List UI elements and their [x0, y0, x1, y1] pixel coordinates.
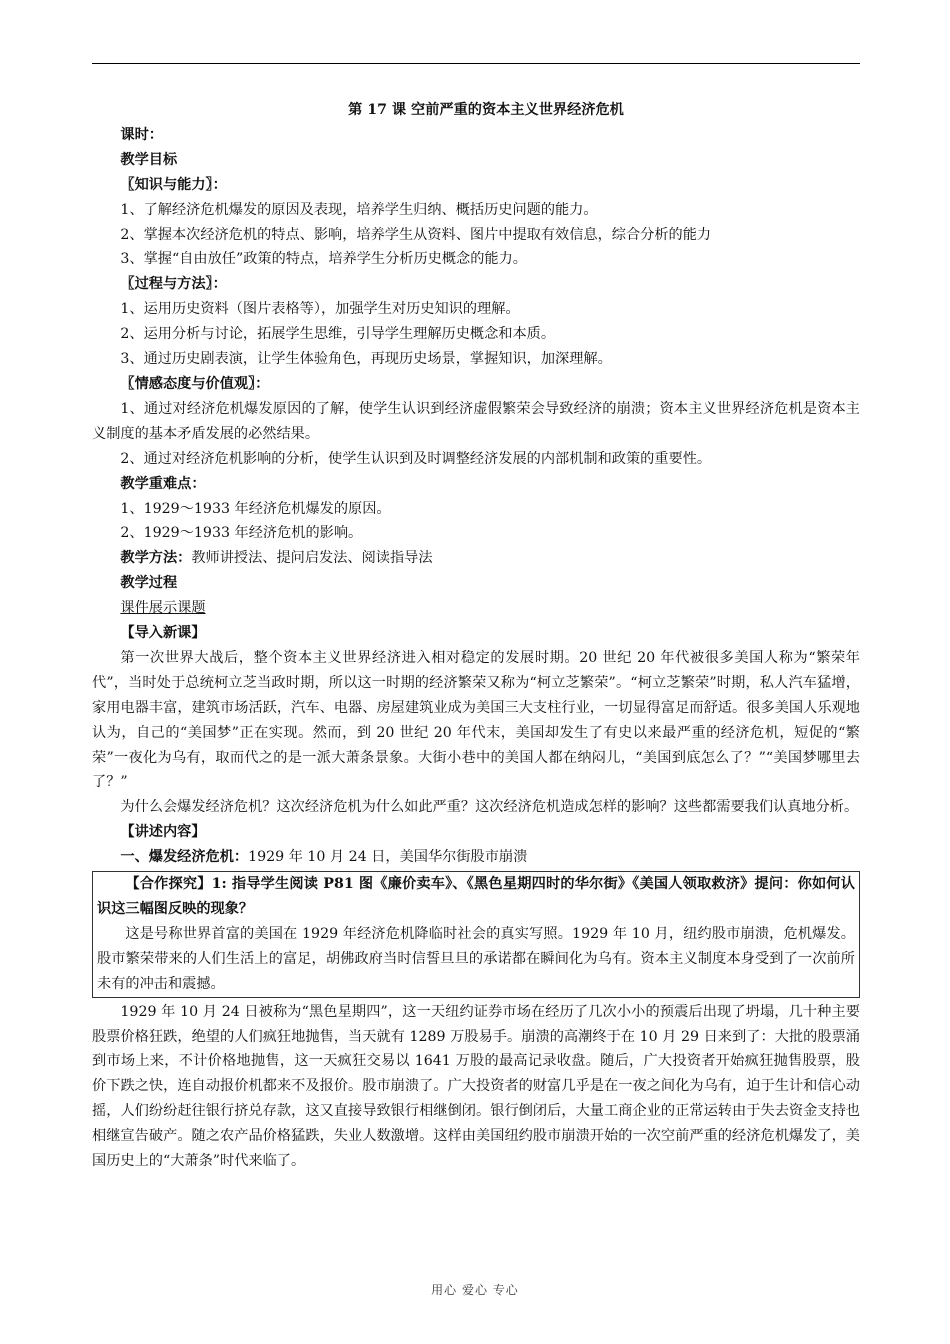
intro-paragraph: 第一次世界大战后，整个资本主义世界经济进入相对稳定的发展时期。20 世纪 20 年代被很多美国人称为“繁荣年代”，当时处于总统柯立芝当政时期，所以这一时期的经济繁荣又称为“柯立芝繁荣”。“柯立芝繁荣”时期，私人汽车猛增，家用电器丰富，建筑市场活跃，汽车、电器、房屋建筑业成为美国三大支柱行业，一切显得富足而舒适。很多美国人乐观地认为，自己的“美国梦”正在实现。然而，到 20 世纪 20 年代末，美国却发生了有史以来最严重的经济危机，短促的“繁荣”一夜化为乌有，取而代之的是一派大萧条景象。大街小巷中的美国人都在纳闷儿，“美国到底怎么了？”“美国梦哪里去了？”: [92, 649, 860, 791]
intro-paragraph: 为什么会爆发经济危机？这次经济危机为什么如此严重？这次经济危机造成怎样的影响？这些都需要我们认真地分析。: [120, 799, 859, 816]
section1-heading: [92, 845, 860, 870]
inquiry-question: 【合作探究】1: 指导学生阅读 P81 图《廉价卖车》、《黑色星期四时的华尔街》《美国人领取救济》提问：你如何认识这三幅图反映的现象？: [97, 876, 855, 917]
key-item: 2、1929～1933 年经济危机的影响。: [120, 525, 363, 542]
process-heading: 〖过程与方法〗：: [120, 276, 227, 293]
inquiry-box: [92, 871, 860, 998]
page-footer: 用心 爱心 专心: [431, 1283, 519, 1297]
inquiry-answer: 这是号称世界首富的美国在 1929 年经济危机降临时社会的真实写照。1929 年 10 月，纽约股市崩溃，危机爆发。股市繁荣带来的人们生活上的富足，胡佛政府当时信誓旦旦的承诺都在瞬间化为乌有。资本主义制度本身受到了一次前所未有的冲击和震撼。: [97, 925, 855, 992]
process-item: 1、运用历史资料（图片表格等），加强学生对历史知识的理解。: [120, 301, 520, 318]
keshi-label: 课时：: [120, 126, 163, 143]
section1-text: 1929 年 10 月 24 日，美国华尔街股市崩溃: [248, 849, 528, 866]
body-paragraph: 1929 年 10 月 24 日被称为“黑色星期四”，这一天纽约证券市场在经历了几次小小的预震后出现了坍塌，几十种主要股票价格狂跌，绝望的人们疯狂地抛售，当天就有 1289 万股易手。崩溃的高潮终于在 10 月 29 日来到了：大批的股票涌到市场上来，不计价格地抛售，这一天疯狂交易以 1641 万股的最高记录收盘。随后，广大投资者开始疯狂抛售股票，股价下跌之快，连自动报价机都来不及报价。股市崩溃了。广大投资者的财富几乎是在一夜之间化为乌有，迫于生计和信心动摇，人们纷纷赶往银行挤兑存款，这又直接导致银行相继倒闭。银行倒闭后，大量工商企业的正常运转由于失去资金支持也相继宣告破产。随之农产品价格猛跌，失业人数激增。这样由美国纽约股市崩溃开始的一次空前严重的经济危机爆发了，美国历史上的“大萧条”时代来临了。: [92, 1003, 860, 1170]
knowledge-item: 1、了解经济危机爆发的原因及表现，培养学生归纳、概括历史问题的能力。: [120, 201, 598, 218]
lecture-heading: 【讲述内容】: [120, 824, 206, 841]
method-label: 教学方法：: [120, 550, 192, 567]
key-item: 1、1929～1933 年经济危机爆发的原因。: [120, 500, 391, 517]
goal-heading: 教学目标: [120, 151, 178, 168]
courseware-note: 课件展示课题: [120, 600, 206, 617]
process-item: 2、运用分析与讨论，拓展学生思维，引导学生理解历史概念和本质。: [120, 326, 556, 343]
section1-label: 一、爆发经济危机：: [120, 849, 249, 866]
emotion-item: 2、通过对经济危机影响的分析，使学生认识到及时调整经济发展的内部机制和政策的重要性。: [120, 450, 712, 467]
key-heading: 教学重难点：: [120, 475, 206, 492]
emotion-heading: 〖情感态度与价值观〗：: [120, 375, 270, 392]
knowledge-item: 3、掌握“自由放任”政策的特点，培养学生分析历史概念的能力。: [120, 251, 527, 268]
process-item: 3、通过历史剧表演，让学生体验角色，再现历史场景，掌握知识，加深理解。: [120, 351, 612, 368]
lesson-title: 第 17 课 空前严重的资本主义世界经济危机: [348, 102, 624, 118]
knowledge-item: 2、掌握本次经济危机的特点、影响，培养学生从资料、图片中提取有效信息，综合分析的能力: [120, 226, 712, 243]
knowledge-heading: 〖知识与能力〗：: [120, 176, 227, 193]
process-teach-heading: 教学过程: [120, 575, 178, 592]
method-text: 教师讲授法、提问启发法、阅读指导法: [191, 550, 433, 567]
header-rule: [92, 63, 860, 64]
teaching-method: [92, 546, 860, 571]
intro-heading: 【导入新课】: [120, 625, 206, 642]
document-body: [92, 98, 860, 1174]
emotion-item: 1、通过对经济危机爆发原因的了解，使学生认识到经济虚假繁荣会导致经济的崩溃；资本主义世界经济危机是资本主义制度的基本矛盾发展的必然结果。: [92, 400, 860, 442]
